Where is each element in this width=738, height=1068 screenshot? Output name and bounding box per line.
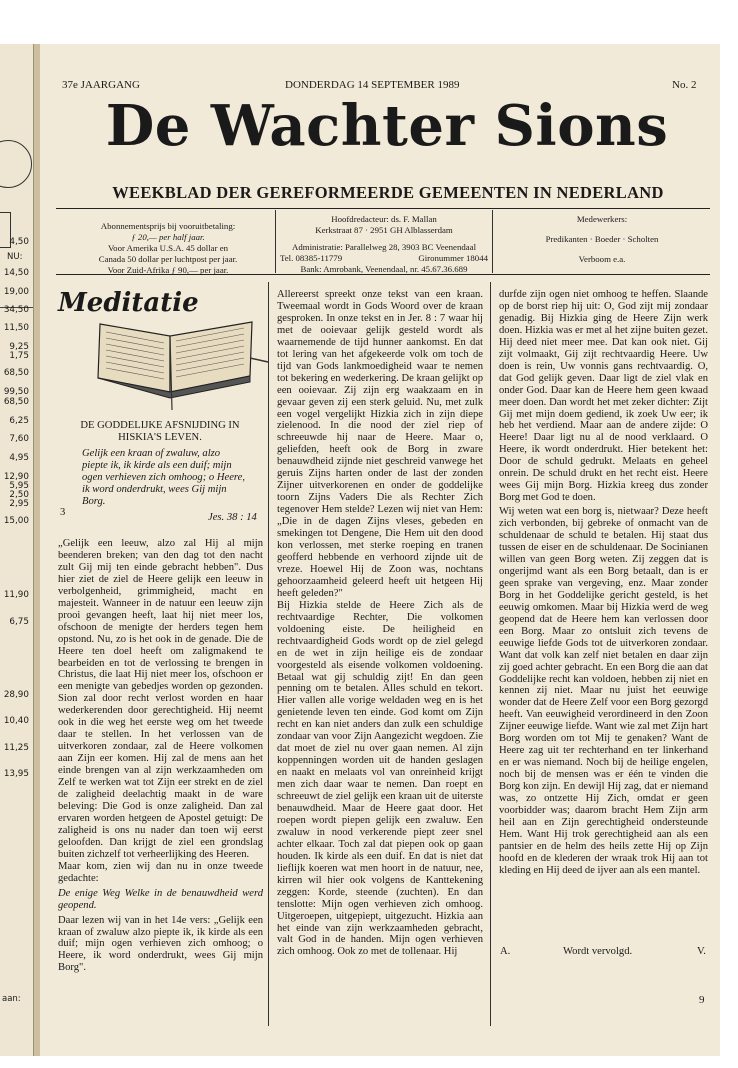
column-2-text bbox=[277, 289, 483, 958]
price-item: 19,00 bbox=[3, 287, 29, 297]
column-rule bbox=[490, 282, 491, 1026]
price-item: 6,75 bbox=[9, 617, 29, 627]
quote-verse-number: 3 bbox=[60, 507, 66, 518]
adjacent-page-strip bbox=[0, 44, 34, 1056]
price-item: 6,25 bbox=[9, 416, 29, 426]
subscription-info: Abonnementsprijs bij vooruitbetaling: ƒ 20,— per half jaar. Voor Amerika U.S.A. 45 dollar en Canada 50 dollar per luchtpost per jaar. Voor Zuid-Afrika ƒ 90,— per jaar. bbox=[98, 221, 238, 275]
scripture-reference: Jes. 38 : 14 bbox=[208, 512, 257, 523]
column-rule bbox=[268, 282, 269, 1026]
issue-number: No. 2 bbox=[672, 79, 697, 91]
price-item: 1,75 bbox=[9, 351, 29, 361]
info-box-divider bbox=[275, 210, 276, 273]
price-item: 11,50 bbox=[3, 323, 29, 333]
info-box-top-rule bbox=[56, 208, 710, 209]
scripture-quote: Gelijk een kraan of zwaluw, alzo piepte ik, ik kirde als een duif; mijn ogen verhieven zich omhoog; o Heere, ik word onderdrukt, wees Gij mijn Borg. bbox=[82, 448, 245, 507]
price-item: 2,50 bbox=[9, 490, 29, 500]
price-item: 4,50 bbox=[9, 237, 29, 247]
admin-giro: Gironummer 18044 bbox=[418, 253, 488, 263]
signature-right: V. bbox=[697, 946, 706, 957]
price-item: 15,00 bbox=[3, 516, 29, 526]
price-item: 5,95 bbox=[9, 481, 29, 491]
page-number: 9 bbox=[699, 994, 705, 1006]
continued-note: Wordt vervolgd. bbox=[563, 946, 633, 957]
price-item: 14,50 bbox=[3, 268, 29, 278]
meditation-title: DE GODDELIJKE AFSNIJDING IN HISKIA'S LEVEN. bbox=[80, 420, 240, 443]
paragraph: Allereerst spreekt onze tekst van een kraan. Tweemaal wordt in Gods Woord over de kraan gesproken. In onze tekst en in Jer. 8 : 7 waar hij met de ooievaar gelijk gesteld wordt als waarnemende de tijd hunner aankomst. En dat tot lering van het afgekeerde volk om toch de tijd van Gods lankmoedigheid waar te nemen tot bekering en wederkering. De kraan gelijkt op een ooievaar. Zij zijn erg waakzaam en in gevaar geven zij een sterk geluid. Nu, met zulk een vogel vergelijkt Hizkia zich in zijn diepe zielenood. In die nood der ziel riep of schreeuwde hij naar de Heere. Maar o, geliefden, heeft ook de Borg in zware benauwdheid zijnde niet geschreid vanwege het geruis Zijns harten onder de last der zonden Zijner uitverkorenen en onder de goddelijke toorn Zijns Vaders Die als Rechter Zich tegenover Hem stelde? Lezen wij niet van Hem: „Die in de dagen Zijns vleses, gebeden en smekingen tot Dengene, Die Hem uit den dood kon verlossen, met sterke roeping en tranen geofferd hebbende en verhoord zijnde uit de vreze. Hoewel Hij de Zoon was, nochtans gehoorzaamheid geleerd heeft uit hetgeen Hij heeft geleden?" bbox=[277, 289, 483, 599]
admin-phone: Tel. 08385-11779 bbox=[280, 253, 343, 263]
price-item: 28,90 bbox=[3, 690, 29, 700]
masthead-title: De Wachter Sions bbox=[105, 93, 669, 159]
issue-date: DONDERDAG 14 SEPTEMBER 1989 bbox=[285, 79, 460, 91]
paragraph: De enige Weg Welke in de benauwdheid werd geopend. bbox=[58, 887, 263, 911]
price-item: 9,25 bbox=[9, 342, 29, 352]
price-item: 68,50 bbox=[3, 368, 29, 378]
section-heading: Meditatie bbox=[58, 288, 199, 318]
label-nu: NU: bbox=[7, 252, 23, 262]
seal-stamp bbox=[0, 140, 32, 188]
paragraph: Maar kom, zien wij dan nu in onze tweede gedachte: bbox=[58, 860, 263, 884]
editor-info: Hoofdredacteur: ds. F. Mallan Kerkstraat 87 · 2951 GH Alblasserdam Administratie: Parallelweg 28, 3903 BC Veenendaal Tel. 08385-11779 Gironummer 18044 Bank: Amrobank, Veenendaal, nr. 45.67.36.689 bbox=[280, 214, 488, 274]
price-item: 68,50 bbox=[3, 397, 29, 407]
paragraph: Daar lezen wij van in het 14e vers: „Gelijk een kraan of zwaluw alzo piepte ik, ik kirde als een duif; mijn ogen verhieven zich omhoog; o Heere, ik word onderdrukt, wees Gij mijn Borg". bbox=[58, 914, 263, 974]
open-bible-illustration bbox=[90, 318, 270, 412]
paragraph: Wij weten wat een borg is, nietwaar? Deze heeft zich verbonden, bij gebreke of onmacht van de schuldenaar de schuld te betalen. Hij staat dus tussen de eiser en de schuldenaar. De Socinianen willen van geen Borg weten. Zij zeggen dat is ongerijmd want als een Borg betaalt, dan is er geen sprake van vergeving, enz. Maar zonder Borg in het Goddelijke gericht gesteld, is het eeuwig omkomen. Maar bij Hizkia werd de weg geopend dat de Heere hem kan verlossen door een Borg. Maar zo ontsluit zich tevens de eeuwige liefde Gods tot de uitverkoren zondaar. Want dat volk kan zelf niet betalen en daar zijn zij goed achter gebracht. En een Borg die aan dat Goddelijke recht kan voldoen, hebben zij niet en kennen zij niet. Maar nu juist het eeuwige wonder dat de Heere Zelf voor een Borg gezorgd heeft. Van eeuwigheid verordineerd in den Zoon Zijner eeuwige liefde. Want wie zal met Zijn hart Borg worden om tot Mij te genaken? Want de Heere zag uit ter rechterhand en ter linkerhand en er was niemand. Noch bij de heilige engelen, noch bij de mensen was er één te vinden die Borg kon zijn. En dewijl Hij zag, dat er niemand was, zo ontzette Hij Zich, omdat er geen voorbidder was; daarom bracht Hem Zijn arm heil aan en Zijn gerechtigheid ondersteunde Hem. Want Hij trok gerechtigheid aan als een pantsier en de helm des heils zette Hij op Zijn hoofd en de klederen der wraak trok Hij aan tot kleding en Hij deed de ijver aan als een mantel. bbox=[499, 506, 708, 876]
label-aan: aan: bbox=[2, 994, 21, 1004]
column-1-text bbox=[58, 538, 263, 974]
price-item: 12,90 bbox=[3, 472, 29, 482]
price-item: 2,95 bbox=[9, 499, 29, 509]
paragraph: Bij Hizkia stelde de Heere Zich als de rechtvaardige Rechter, Die volkomen voldoening eiste. De heiligheid en rechtvaardigheid Gods wordt op de ziel gelegd en de wet in zijn heilige eis de zondaar voorgesteld als eisende volkomen voldoening. Betaal wat gij schuldig zijt! En dan geen penning om te betalen. Alles schuld en tekort. Hier vallen alle vorige weldaden weg en is het genietende leven ten einde. God komt om Zijn recht en kan niet anders dan zulk een schuldige zondaar van voor Zijn Aangezicht wegdoen. Zie dat moet de ziel nu over gaan nemen. Al zijn koppenningen worden uit de handen geslagen en naakt en melaats vol van onreinheid krijgt men zich daar waar te nemen. Dan roept en schreeuwt de ziel gelijk een kraan uit de uiterste benauwdheid. Maar de Heere gaat door. Het roepen wordt piepen gelijk een zwaluw. Een zwaluw in nood verkerende piept zeer snel achter elkaar. Toch zal dat piepen ook op gaan houden. Ik kirde als een duif. En dat is niet dat lieflijk koeren wat men hoort in de natuur, nee, kirren wil hier ook volgens de Kanttekening zeggen: Korde, steende (zuchten). En dan tenslotte: Mijn ogen verhieven zich omhoog. Uitgeroepen, uitgepiept, uitgezucht. Hizkia aan het einde van zijn werkzaamheden gebracht, valt God in de handen. Mijn ogen verhieven zich omhoog. Ook zo met de tollenaar. Hij bbox=[277, 599, 483, 958]
masthead-subtitle: WEEKBLAD DER GEREFORMEERDE GEMEENTEN IN NEDERLAND bbox=[112, 183, 664, 202]
column-3-text bbox=[499, 289, 708, 877]
price-item: 11,25 bbox=[3, 743, 29, 753]
price-item: 99,50 bbox=[3, 387, 29, 397]
staff-info: Medewerkers: Predikanten · Boeder · Scholten Verboom e.a. bbox=[545, 214, 659, 264]
price-item: 11,90 bbox=[3, 590, 29, 600]
price-item: 4,95 bbox=[9, 453, 29, 463]
price-item: 7,60 bbox=[9, 434, 29, 444]
paragraph: „Gelijk een leeuw, alzo zal Hij al mijn beenderen breken; van den dag tot den nacht zult Gij mij ten einde gebracht hebben". Dus hier ziet de ziel de Heere gelijk een leeuw in verbolgenheid, grimmigheid, macht en majesteit. Wanneer in de natuur een leeuw zijn prooi gevangen heeft, laat hij niet meer los, ofschoon de menigte der herders tegen hem opstond. Nu, zo is het ook in de genade. Die de Heere ten doel heeft om zaligmakend te bearbeiden en tot de verlossing te brengen in Christus, die laat Hij niet meer los, ofschoon er een menigte van gebedjes worden op gezonden. Sion zal door recht verlost worden en haar wederkerenden door gerechtigheid. Hij neemt ook in die weg het eerste weg om het tweede daar te stellen. In het verlossen van de uitverkoren zondaar, zal de Heere volkomen aan Zijn eer komen. Hij zal de mens aan het einde brengen van al zijn werkzaamheden om Zelf te werken wat tot Zijn eer strekt en de ziel de zaligheid deelachtig maakt in de ware beleving: Die God is onze zaligheid. Dan zal ervaren worden hetgeen de Apostel getuigt: De zaligheid is ons nu nader dan toen wij eerst geloofden. Dan krijgt de ziel een grondslag buiten zichzelf tot verheerlijking des Heeren. bbox=[58, 538, 263, 860]
signature-left: A. bbox=[500, 946, 511, 957]
info-box-divider bbox=[492, 210, 493, 273]
paragraph: durfde zijn ogen niet omhoog te heffen. Slaande op de borst riep hij uit: O, God zijt mij zondaar genadig. Bij Hizkia ging de Heere Zijn werk doen. Hizkia was er met al het zijne buiten gezet. Hij deed niet meer mee. Dat kan ook niet. Gij zijt volmaakt, Gij zijt rechtvaardig Heere. Uw doen is rein, Uw vonnis gans rechtvaardig. O, dat God gelijk geven. Daar ligt de ziel vlak en onder God. Daar kan de Heere hem geen kwaad meer doen. Dan wordt het met zeker dichter: Zijt Gij met mijn doem gediend, ik zoek Uw eer; ik heb het verdiend. Maar aan de andere zijde: O Heere! Daar ligt nu al de nood verklaard. O Heere, ik wordt onderdrukt. Hier betekent het: Door de schuld gedrukt. Melaats en geheel onrein. De schuld drukt en het recht eist. Heere wees Gij mijn Borg. Hizkia kreeg dus zonder Borg met God te doen. bbox=[499, 289, 708, 504]
volume-label: 37e JAARGANG bbox=[62, 79, 140, 91]
price-item: 34,50 bbox=[3, 305, 29, 315]
price-item: 13,95 bbox=[3, 769, 29, 779]
price-item: 10,40 bbox=[3, 716, 29, 726]
